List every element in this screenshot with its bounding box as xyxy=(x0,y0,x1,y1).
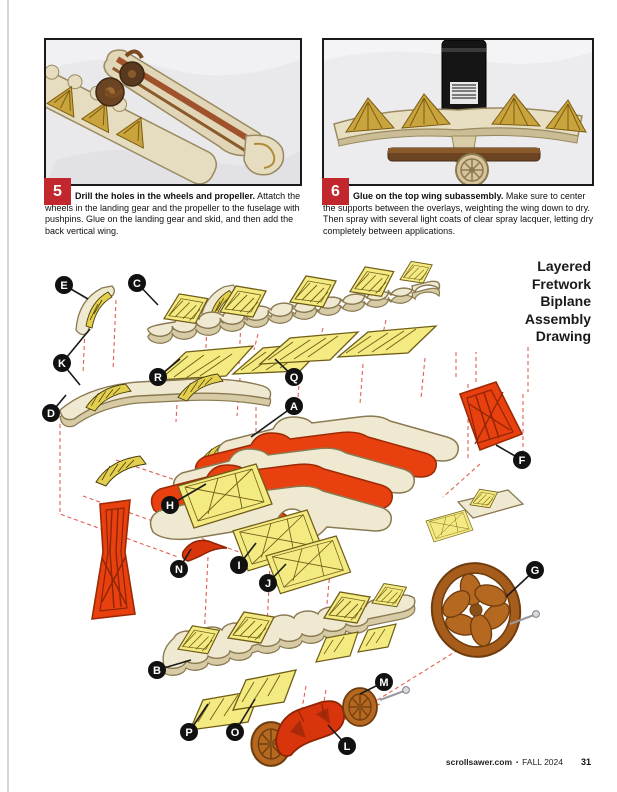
svg-text:M: M xyxy=(379,677,389,689)
svg-text:O: O xyxy=(230,727,240,739)
svg-text:H: H xyxy=(166,500,174,512)
step6-photo xyxy=(322,38,594,186)
svg-text:I: I xyxy=(237,560,241,572)
part-wheel-M xyxy=(343,687,409,726)
footer-site: scrollsawer.com xyxy=(445,757,513,767)
svg-text:D: D xyxy=(47,408,55,420)
svg-text:K: K xyxy=(58,358,66,370)
label-G xyxy=(526,561,544,579)
label-P xyxy=(180,723,198,741)
label-Q xyxy=(285,368,303,386)
step6-number: 6 xyxy=(331,182,340,200)
svg-text:P: P xyxy=(185,727,193,739)
svg-text:A: A xyxy=(290,401,298,413)
svg-text:J: J xyxy=(264,578,272,590)
part-rudder-F xyxy=(460,382,522,450)
label-J xyxy=(259,574,277,592)
label-H xyxy=(161,496,179,514)
svg-text:F: F xyxy=(518,455,526,467)
title-line: Layered xyxy=(537,258,591,274)
footer-separator: ▪ xyxy=(516,760,519,766)
part-wing-overlays-Q xyxy=(260,326,436,364)
svg-text:N: N xyxy=(175,564,183,576)
part-wheel-G xyxy=(422,554,539,666)
title-line: Assembly xyxy=(524,310,591,327)
step6-photo-art xyxy=(324,40,592,184)
svg-text:C: C xyxy=(133,278,141,290)
label-O xyxy=(226,723,244,741)
step5-caption-lead: Drill the holes in the wheels and propeller. xyxy=(75,191,256,201)
footer-page-number: 31 xyxy=(580,757,591,767)
step6-caption-text: Make sure to center the supports between the overlays, weighting the wing down to dry. Then spray with several light coats of clear spray lacquer, letting dry completely between applications. xyxy=(323,191,594,236)
label-M xyxy=(375,673,393,691)
svg-text:R: R xyxy=(154,372,162,384)
title-line: Drawing xyxy=(535,328,591,344)
step5-caption-text: Attatch the wheels in the landing gear and the propeller to the fuselage with pushpins. Glue on the landing gear and skid, and then add the back vertical wing. xyxy=(45,191,301,236)
page-footer xyxy=(446,757,591,767)
svg-text:Q: Q xyxy=(289,372,299,384)
label-N xyxy=(170,560,188,578)
step5-photo-art xyxy=(46,40,300,184)
label-L xyxy=(338,737,356,755)
label-K xyxy=(53,354,71,372)
title-line: Fretwork xyxy=(531,275,591,292)
step5-caption xyxy=(45,191,302,237)
title-line: Biplane xyxy=(540,293,591,309)
svg-text:E: E xyxy=(60,280,68,292)
svg-text:B: B xyxy=(153,665,161,677)
svg-text:G: G xyxy=(530,565,540,577)
assembly-diagram xyxy=(28,252,610,777)
part-landing-gear-L xyxy=(251,701,344,766)
label-I xyxy=(230,556,248,574)
step5-number: 5 xyxy=(53,182,62,200)
label-B xyxy=(148,661,166,679)
step6-caption xyxy=(323,191,594,237)
label-F xyxy=(513,451,531,469)
step6-caption-lead: Glue on the top wing subassembly. xyxy=(353,191,504,201)
page-edge-line xyxy=(7,0,9,792)
label-E xyxy=(55,276,73,294)
label-R xyxy=(149,368,167,386)
svg-text:L: L xyxy=(343,741,351,753)
part-rudder-left xyxy=(92,500,135,619)
step5-photo xyxy=(44,38,302,186)
footer-issue: FALL 2024 xyxy=(522,757,563,767)
label-A xyxy=(285,397,303,415)
label-D xyxy=(42,404,60,422)
label-C xyxy=(128,274,146,292)
